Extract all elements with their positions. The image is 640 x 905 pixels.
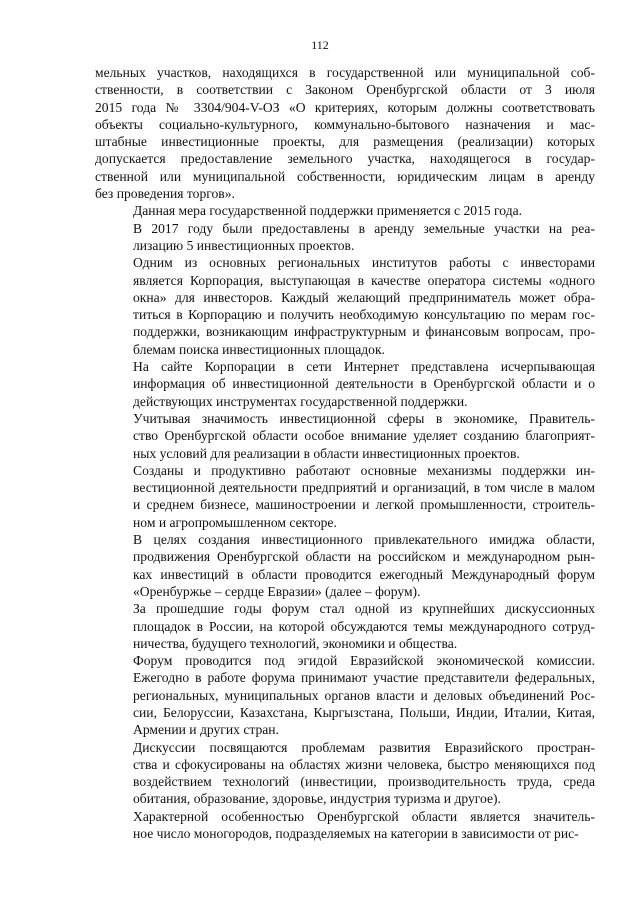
text-line: поддержки, возникающим инфраструктурным и финансовым вопросам, про- [133, 324, 595, 340]
text-line: допускается предоставление земельного участка, находящегося в государ- [95, 151, 595, 167]
text-line: окна» для инвесторов. Каждый желающий предприниматель может обра- [133, 289, 595, 305]
text-line: ках инвестиций в области проводится ежегодный Международный форум [133, 566, 595, 582]
text-line: блемам поиска инвестиционных площадок. [133, 341, 385, 357]
text-line: региональных, муниципальных органов власти и деловых объединений Рос- [133, 687, 595, 703]
body-text [95, 64, 595, 842]
paragraph [95, 600, 595, 652]
text-line: «Оренбуржье – сердце Евразии» (далее – форум). [133, 583, 421, 599]
text-line: Созданы и продуктивно работают основные механизмы поддержки ин- [133, 462, 595, 478]
text-line: является Корпорация, выступающая в качестве оператора системы «одного [133, 272, 595, 288]
text-line: воздействием технологий (инвестиции, производительность труда, среда [133, 774, 595, 790]
text-line: мельных участков, находящихся в государственной или муниципальной соб- [95, 65, 595, 80]
text-line: обитания, образование, здоровье, индустрия туризма и другое). [133, 791, 501, 807]
paragraph [95, 254, 595, 358]
text-line: титься в Корпорацию и получить необходимую консультацию по мерам гос- [133, 307, 595, 323]
text-line: сии, Белоруссии, Казахстана, Кыргызстана, Польши, Индии, Италии, Китая, [133, 704, 595, 720]
text-line: ном и агропромышленном секторе. [133, 514, 337, 530]
text-line: лизацию 5 инвестиционных проектов. [133, 237, 355, 253]
paragraph [95, 202, 595, 219]
text-line: В 2017 году были предоставлены в аренду земельные участки на реа- [133, 220, 595, 236]
text-line: информация об инвестиционной деятельности в Оренбургской области и о [133, 376, 595, 392]
text-line: Характерной особенностью Оренбургской области является значитель- [133, 808, 595, 824]
text-line: объекты социально-культурного, коммунально-бытового назначения и мас- [95, 116, 595, 132]
text-line: ственности, в соответствии с Законом Оренбургской области от 3 июля [95, 82, 595, 98]
paragraph [95, 462, 595, 531]
paragraph [95, 531, 595, 600]
paragraph [95, 739, 595, 808]
paragraph [95, 220, 595, 255]
text-line: 2015 года № 3304/904-V-ОЗ «О критериях, которым должны соответствовать [95, 99, 595, 115]
text-line: ничества, будущего технологий, экономики и общества. [133, 635, 458, 651]
text-line: ства и сфокусированы на областях жизни человека, быстро меняющихся под [133, 756, 595, 772]
text-line: площадок в России, на которой обсуждаются темы международного сотруд- [133, 618, 595, 634]
text-line: штабные инвестиционные проекты, для размещения (реализации) которых [95, 134, 595, 150]
text-line: За прошедшие годы форум стал одной из крупнейших дискуссионных [133, 601, 595, 617]
text-line: действующих инструментах государственной поддержки. [133, 393, 468, 409]
text-line: продвижения Оренбургской области на российском и международном рын- [133, 549, 595, 565]
text-line: Учитывая значимость инвестиционной сферы в экономике, Правитель- [133, 410, 595, 426]
text-line: В целях создания инвестиционного привлекательного имиджа области, [133, 532, 595, 548]
text-line: Форум проводится под эгидой Евразийской экономической комиссии. [133, 653, 595, 669]
text-line: ственной или муниципальной собственности, юридическим лицам в аренду [95, 168, 595, 184]
text-line: и среднем бизнесе, машиностроении и легкой промышленности, строитель- [133, 497, 595, 513]
text-line: Ежегодно в работе форума принимают участие представители федеральных, [133, 670, 595, 686]
paragraph [95, 64, 595, 202]
text-line: вестиционной деятельности предприятий и организаций, в том числе в малом [133, 480, 595, 496]
text-line: На сайте Корпорации в сети Интернет представлена исчерпывающая [133, 359, 595, 375]
paragraph [95, 358, 595, 410]
paragraph [95, 652, 595, 738]
text-line: Одним из основных региональных институтов работы с инвесторами [133, 255, 595, 271]
text-line: ных условий для реализации в области инвестиционных проектов. [133, 445, 520, 461]
text-line: Дискуссии посвящаются проблемам развития Евразийского простран- [133, 739, 595, 755]
page-number: 112 [311, 38, 329, 52]
text-line: ное число моногородов, подразделяемых на категории в зависимости от рис- [133, 826, 579, 842]
paragraph [95, 410, 595, 462]
text-line: без проведения торгов». [95, 186, 235, 202]
text-line: ство Оренбургской области особое внимание уделяет созданию благоприят- [133, 428, 595, 444]
paragraph [95, 808, 595, 843]
text-line: Данная мера государственной поддержки применяется с 2015 года. [133, 203, 523, 219]
text-line: Армении и других стран. [133, 722, 279, 738]
